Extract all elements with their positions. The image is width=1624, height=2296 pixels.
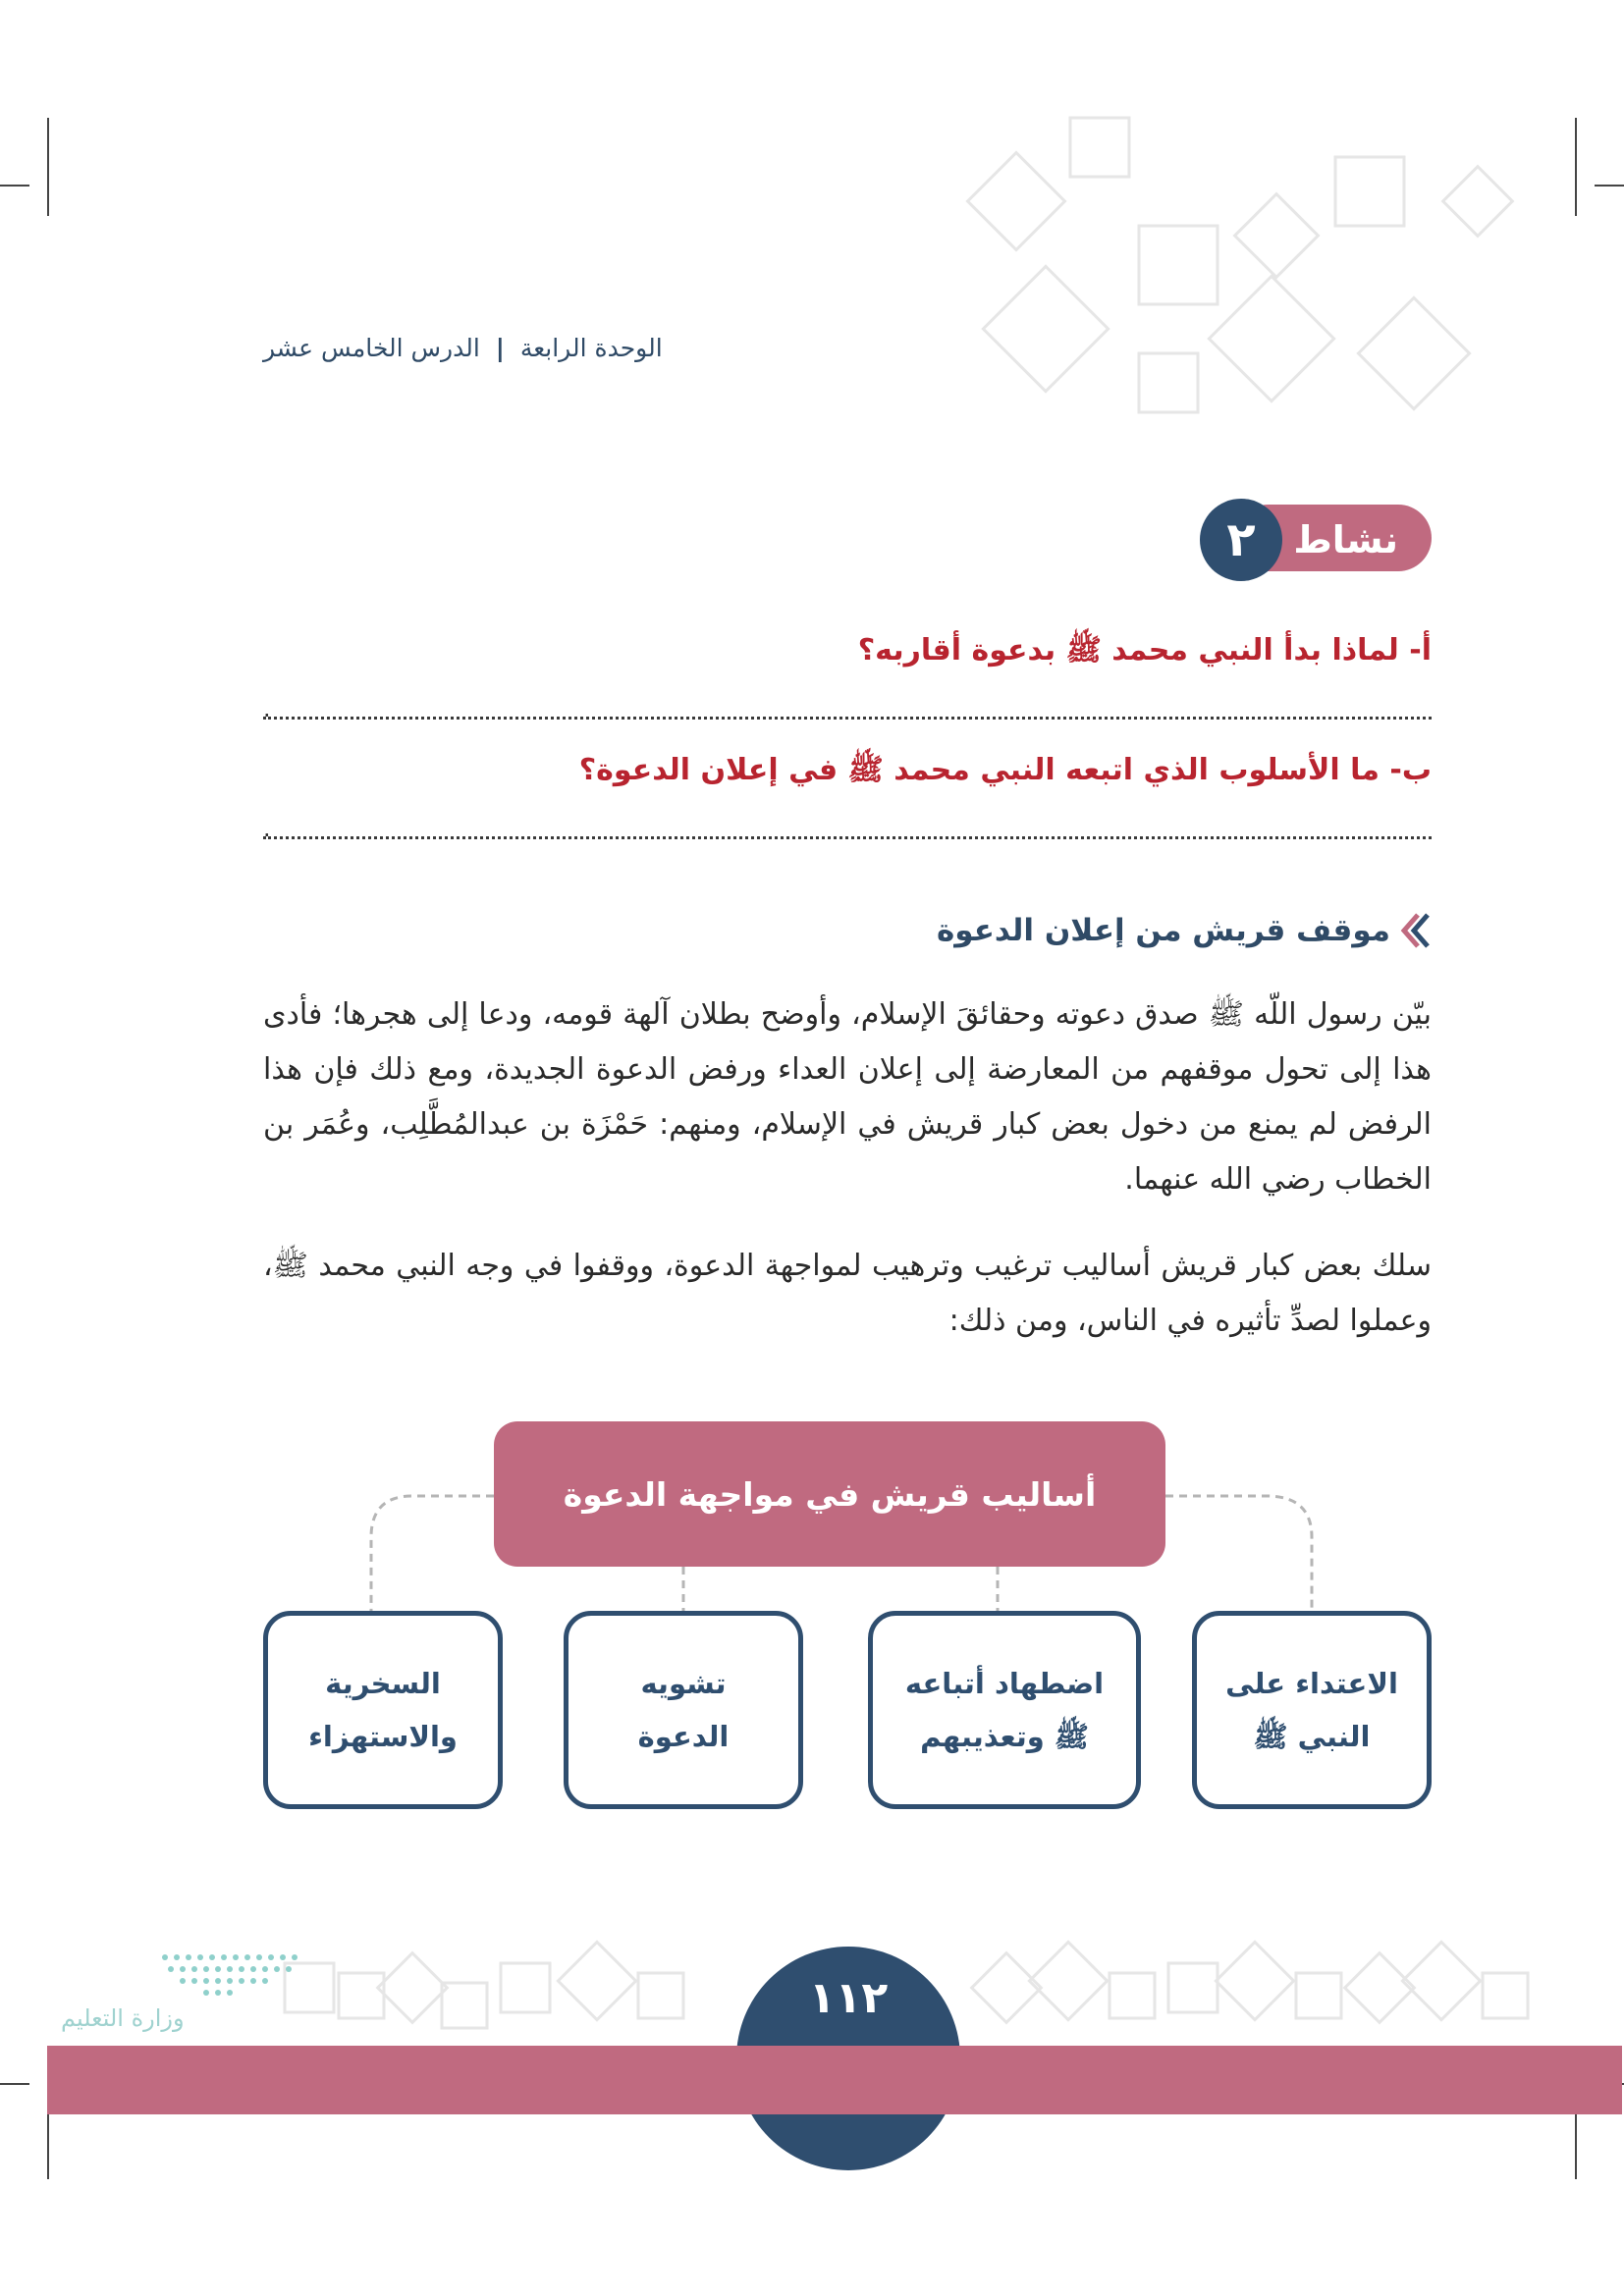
- crop-mark: [0, 185, 29, 187]
- paragraph-2: سلك بعض كبار قريش أساليب ترغيب وترهيب لمواجهة الدعوة، ووقفوا في وجه النبي محمد ﷺ، وعملوا لصدِّ تأثيره في الناس، ومن ذلك:: [263, 1249, 1432, 1338]
- crop-mark: [1595, 185, 1624, 187]
- header-separator: |: [495, 334, 505, 362]
- page-header: [263, 334, 695, 362]
- activity-number: ٢: [1200, 499, 1282, 581]
- answer-line-end: .: [263, 815, 271, 842]
- double-chevron-icon: [1398, 911, 1432, 950]
- section-title: موقف قريش من إعلان الدعوة: [936, 913, 1390, 948]
- diagram-title: أساليب قريش في مواجهة الدعوة: [494, 1421, 1165, 1567]
- crop-mark: [1575, 118, 1577, 216]
- answer-line-a[interactable]: [263, 717, 1432, 720]
- activity-badge: [1200, 499, 1432, 577]
- activity-label: نشاط: [1293, 518, 1398, 561]
- method-box: [868, 1611, 1141, 1809]
- method-line: تشويه: [640, 1667, 727, 1700]
- ministry-logo-text: وزارة التعليم: [61, 2004, 185, 2032]
- paragraph-1: بيّن رسول اللّه ﷺ صدق دعوته وحقائقَ الإسلام، وأوضح بطلان آلهة قومه، ودعا إلى هجرها؛ فأدى هذا إلى تحول موقفهم من المعارضة إلى إعلان العداء ورفض الدعوة الجديدة، ومع ذلك فإن هذا الرفض لم يمنع من دخول بعض كبار قريش في الإسلام، ومنهم: حَمْزَة بن عبدالمُطَّلِب، وعُمَر بن الخطاب رضي الله عنهما.: [263, 997, 1432, 1197]
- method-line: السخرية: [325, 1667, 441, 1700]
- method-line: ﷺ وتعذيبهم: [920, 1720, 1089, 1753]
- crop-mark: [47, 118, 49, 216]
- answer-line-end: .: [263, 695, 271, 722]
- method-line: الدعوة: [637, 1720, 730, 1753]
- method-box: [1192, 1611, 1432, 1809]
- lesson-label: الدرس الخامس عشر: [263, 334, 480, 362]
- answer-line-b[interactable]: [263, 836, 1432, 839]
- method-line: اضطهاد أتباعه: [904, 1667, 1105, 1700]
- question-b: ب- ما الأسلوب الذي اتبعه النبي محمد ﷺ في إعلان الدعوة؟: [578, 753, 1432, 787]
- crop-mark: [0, 2083, 29, 2085]
- method-box: [564, 1611, 803, 1809]
- method-line: النبي ﷺ: [1253, 1720, 1371, 1753]
- unit-label: الوحدة الرابعة: [519, 334, 663, 362]
- method-line: والاستهزاء: [308, 1720, 458, 1753]
- method-line: الاعتداء على: [1225, 1667, 1398, 1700]
- page-number: ١١٢: [808, 1973, 889, 2023]
- method-box: [263, 1611, 503, 1809]
- question-a: أ- لماذا بدأ النبي محمد ﷺ بدعوة أقاربه؟: [857, 633, 1432, 667]
- section-heading: [937, 911, 1432, 950]
